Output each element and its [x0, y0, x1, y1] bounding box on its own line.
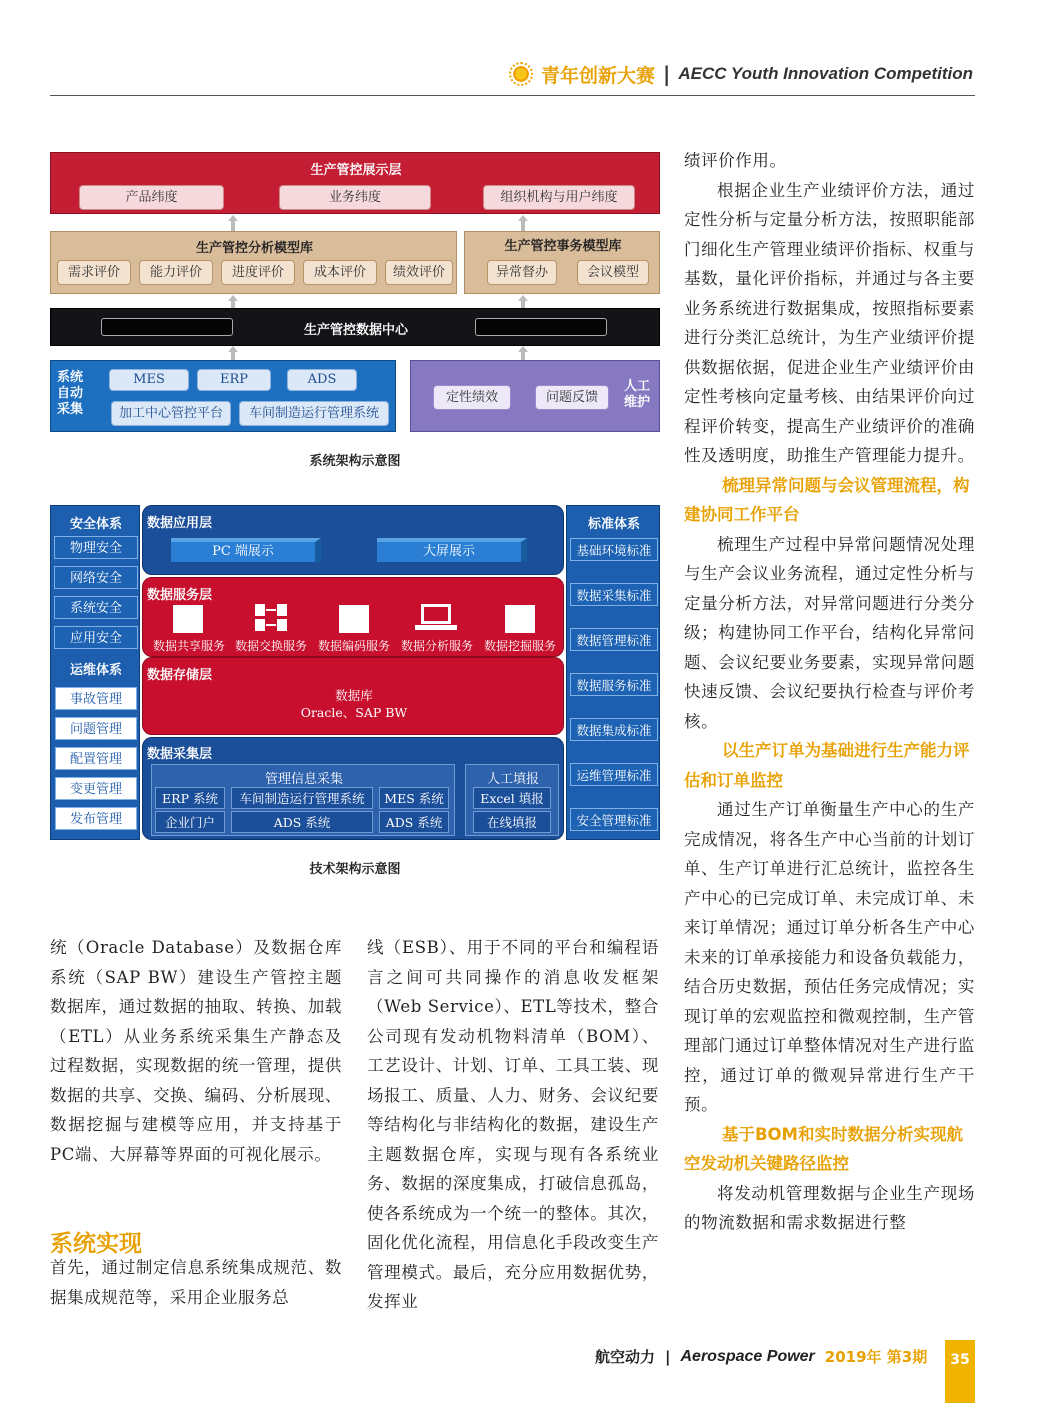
collect-system-chip: ERP 系统 — [155, 787, 225, 809]
collect-layer-title: 数据采集层 — [147, 747, 213, 762]
storage-db-products: Oracle、SAP BW — [300, 705, 408, 720]
col3-paragraph: 将发动机管理数据与企业生产现场的物流数据和需求数据进行整 — [684, 1183, 975, 1232]
service-layer-title: 数据服务层 — [147, 588, 213, 603]
data-center-layer — [50, 308, 660, 346]
security-item: 应用安全 — [54, 626, 138, 649]
collect-layer — [142, 737, 564, 840]
system-chip: MES — [109, 369, 189, 391]
col3-subheading: 以生产订单为基础进行生产能力评估和订单监控 — [684, 741, 970, 790]
standards-panel — [566, 505, 660, 840]
standard-item: 数据管理标准 — [570, 628, 658, 651]
col3-paragraph: 梳理生产过程中异常问题情况处理与生产会议业务流程，通过定性分析与定量分析方法，对异常问题进行分类分级；构建协同工作平台，结构化异常问题、会议纪要业务要素，实现异常问题快速反馈、会议纪要执行检查与评价考核。 — [684, 534, 975, 731]
page-number: 35 — [945, 1340, 975, 1403]
auto-collect-label: 系统 自动 采集 — [57, 370, 84, 417]
analysis-item: 能力评价 — [139, 260, 213, 285]
col3-paragraph: 通过生产订单衡量生产中心的生产完成情况，将各生产中心当前的计划订单、生产订单进行汇总统计，监控各生产中心的已完成订单、未完成订单、未来订单情况；通过订单分析各生产中心未来的订单承接能力和设备负载能力，结合历史数据，预估任务完成情况；实现订单的宏观监控和微观控制，生产管理部门通过订单整体情况对生产进行监控，通过订单的微观异常进行生产干预。 — [684, 800, 975, 1114]
service-label: 数据挖掘服务 — [484, 639, 557, 653]
col3-paragraph: 绩评价作用。 — [684, 151, 787, 170]
col1-paragraph-2: 首先，通过制定信息系统集成规范、数据集成规范等，采用企业服务总 — [50, 1258, 342, 1307]
encode-service-icon — [339, 605, 369, 633]
standard-item: 数据服务标准 — [570, 673, 658, 696]
standard-item: 数据采集标准 — [570, 583, 658, 606]
figure2-caption: 技术架构示意图 — [309, 862, 401, 877]
footer-journal-cn: 航空动力 — [595, 1348, 656, 1366]
analysis-item: 绩效评价 — [385, 260, 453, 285]
header-rule — [50, 95, 975, 96]
analysis-title: 生产管控分析模型库 — [195, 241, 313, 256]
manual-chip: 定性绩效 — [433, 385, 511, 410]
security-item: 系统安全 — [54, 596, 138, 619]
display-layer — [50, 152, 660, 214]
footer-journal-en: Aerospace Power — [680, 1347, 815, 1365]
collect-system-chip: 企业门户 — [155, 811, 225, 833]
technical-architecture-figure — [50, 505, 660, 840]
share-service-icon — [173, 605, 203, 633]
col2-paragraph: 线（ESB）、用于不同的平台和编程语言之间可共同操作的消息收发框架（Web Service）、ETL等技术，整合公司现有发动机物料清单（BOM）、工艺设计、计划、订单、工具工装、现场报工、质量、人力、财务、会议纪要等结构化与非结构化的数据，建设生产主题数据仓库，实现与现有各系统业务、数据的深度集成，打破信息孤岛，使各系统成为一个统一的整体。其次，固化优化流程，用信息化手段改变生产管理模式。最后，充分应用数据优势，发挥业 — [367, 938, 659, 1311]
header-cn-title: 青年创新大赛 — [541, 64, 656, 87]
ops-item: 事故管理 — [55, 687, 137, 710]
affairs-title: 生产管控事务模型库 — [504, 239, 622, 254]
figure1-caption: 系统架构示意图 — [309, 454, 401, 469]
affairs-item: 会议模型 — [577, 260, 649, 285]
data-center-title: 生产管控数据中心 — [303, 323, 408, 338]
standard-item: 基础环境标准 — [570, 538, 658, 561]
col1-paragraph: 统（Oracle Database）及数据仓库系统（SAP BW）建设生产管控主题数据库，通过数据的抽取、转换、加载（ETL）从业务系统采集生产静态及过程数据，实现数据的统一管理，提供数据的共享、交换、编码、分析展现、数据挖掘与建模等应用，并支持基于PC端、大屏幕等界面的可视化展示。 — [50, 938, 342, 1164]
service-label: 数据交换服务 — [235, 639, 308, 653]
system-chip: 加工中心管控平台 — [111, 401, 231, 426]
standard-item: 数据集成标准 — [570, 718, 658, 741]
standard-item: 安全管理标准 — [570, 808, 658, 831]
sun-logo-icon — [509, 62, 533, 86]
section-title-system-implementation: 系统实现 — [50, 1231, 142, 1257]
manual-label: 人工 维护 — [623, 379, 650, 410]
manual-maintain-layer — [410, 360, 660, 432]
col3-text — [684, 146, 975, 1238]
manual-fill-chip: 在线填报 — [473, 811, 551, 833]
col3-subheading: 基于BOM和实时数据分析实现航空发动机关键路径监控 — [684, 1124, 963, 1173]
laptop-analysis-icon — [413, 602, 459, 634]
running-header — [509, 60, 973, 88]
security-item: 网络安全 — [54, 566, 138, 589]
analysis-item: 需求评价 — [57, 260, 131, 285]
affairs-model-library — [464, 231, 660, 294]
ops-item: 变更管理 — [55, 777, 137, 800]
storage-layer — [142, 657, 564, 735]
collect-system-chip: ADS 系统 — [379, 811, 449, 833]
col3-subheading: 梳理异常问题与会议管理流程，构建协同工作平台 — [684, 475, 970, 524]
header-separator: | — [663, 62, 671, 86]
manual-fill-chip: Excel 填报 — [473, 787, 551, 809]
service-label: 数据编码服务 — [318, 639, 391, 653]
collect-system-chip: 车间制造运行管理系统 — [231, 787, 373, 809]
auto-collect-layer — [50, 360, 396, 432]
standard-item: 运维管理标准 — [570, 763, 658, 786]
system-chip: 车间制造运行管理系统 — [239, 401, 389, 426]
ops-item: 配置管理 — [55, 747, 137, 770]
header-en-title: AECC Youth Innovation Competition — [678, 64, 973, 83]
analysis-model-library — [50, 231, 457, 294]
storage-layer-title: 数据存储层 — [147, 668, 213, 683]
up-arrow-icon — [228, 215, 238, 231]
analysis-item: 进度评价 — [221, 260, 295, 285]
system-chip: ADS — [287, 369, 357, 391]
app-layer-title: 数据应用层 — [147, 516, 213, 531]
display-item: 组织机构与用户纬度 — [483, 185, 635, 210]
affairs-item: 异常督办 — [487, 260, 557, 285]
analysis-item: 成本评价 — [303, 260, 377, 285]
left-systems-panel — [50, 505, 140, 840]
system-architecture-figure — [50, 152, 660, 432]
ops-item: 发布管理 — [55, 807, 137, 830]
app-layer — [142, 505, 564, 575]
bigscreen-display-block: 大屏展示 — [377, 538, 527, 562]
pc-display-block: PC 端展示 — [171, 538, 321, 562]
ops-item: 问题管理 — [55, 717, 137, 740]
display-item: 业务纬度 — [279, 185, 431, 210]
col3-paragraph: 根据企业生产业绩评价方法，通过定性分析与定量分析方法，按照职能部门细化生产管理业绩评价指标、权重与基数，量化评价指标，并通过与各主要业务系统进行数据集成，按照指标要素进行分类汇总统计，为生产业绩评价提供数据依据，促进企业生产业绩评价由定性考核向定量考核、由结果评价向过程评价转变，提高生产业绩评价的准确性及透明度，助推生产管理能力提升。 — [684, 180, 975, 465]
ops-system-title: 运维体系 — [69, 663, 122, 678]
footer-issue: 2019年 第3期 — [824, 1348, 928, 1366]
footer-separator: | — [665, 1347, 671, 1366]
display-layer-title: 生产管控展示层 — [310, 163, 402, 178]
service-layer — [142, 577, 564, 657]
mgmt-collect-title: 管理信息采集 — [264, 772, 343, 787]
manual-fill-title: 人工填报 — [486, 772, 539, 787]
system-chip: ERP — [197, 369, 271, 391]
service-label: 数据共享服务 — [153, 639, 226, 653]
collect-system-chip: MES 系统 — [379, 787, 449, 809]
exchange-service-icon — [253, 602, 293, 634]
security-item: 物理安全 — [54, 536, 138, 559]
display-item: 产品纬度 — [79, 185, 224, 210]
standards-title: 标准体系 — [587, 517, 640, 532]
mining-service-icon — [505, 605, 535, 633]
up-arrow-icon — [518, 215, 528, 231]
running-footer — [595, 1346, 927, 1367]
manual-chip: 问题反馈 — [535, 385, 609, 410]
security-system-title: 安全体系 — [69, 517, 122, 532]
storage-db-label: 数据库 — [335, 688, 373, 703]
service-label: 数据分析服务 — [401, 639, 474, 653]
collect-system-chip: ADS 系统 — [231, 811, 373, 833]
